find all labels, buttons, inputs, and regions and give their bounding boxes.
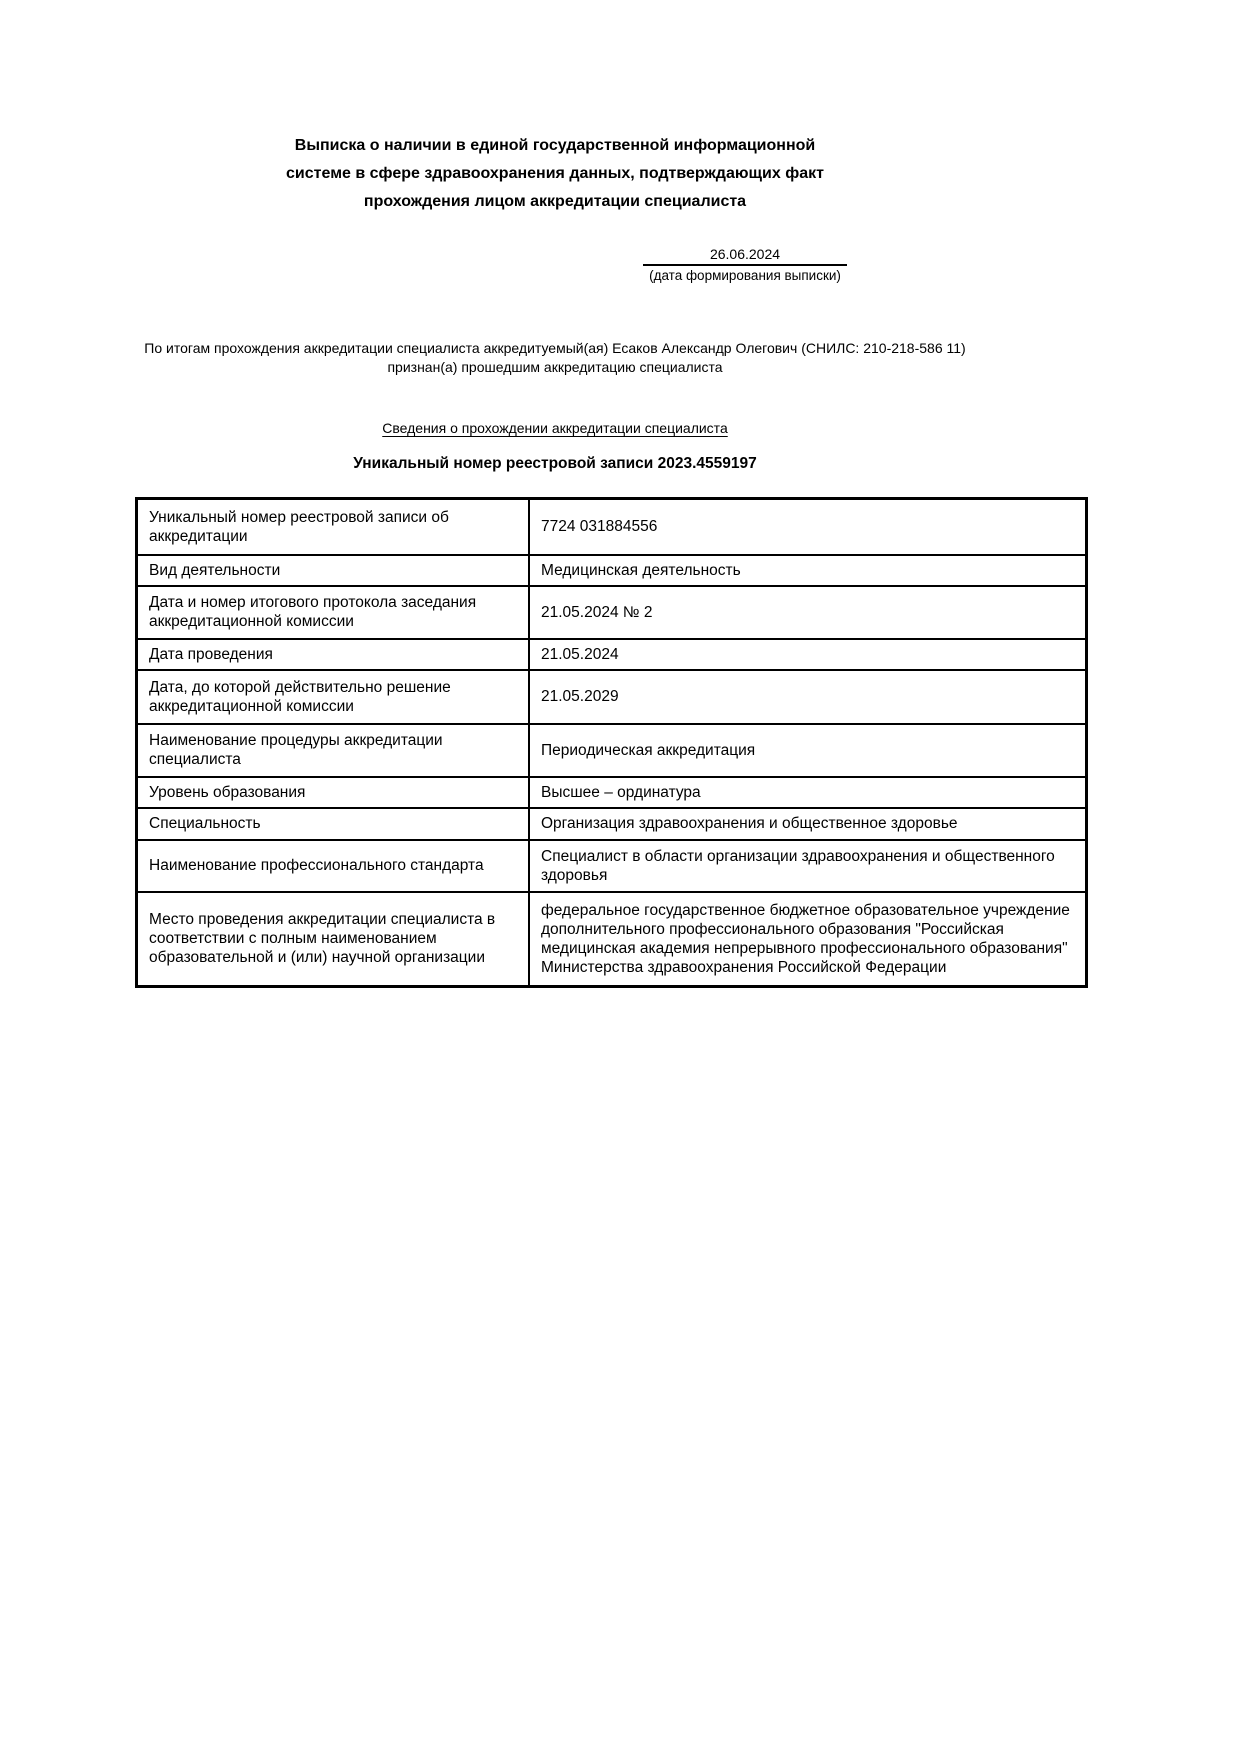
text-column: [135, 0, 975, 473]
document-title: [135, 132, 975, 216]
document-title-line: системе в сфере здравоохранения данных, подтверждающих факт: [286, 165, 824, 182]
table-row-activity-type: [137, 555, 1087, 586]
table-row-accreditation-place: [137, 892, 1087, 987]
table-row-valid-until-date: [137, 670, 1087, 724]
row-value: Организация здравоохранения и общественное здоровье: [529, 808, 1087, 840]
table-row-professional-standard: [137, 840, 1087, 892]
row-label: Дата проведения: [137, 639, 530, 670]
row-value: федеральное государственное бюджетное образовательное учреждение дополнительного профессионального образования "Российская медицинская академия непрерывного профессионального образования" Министерства здравоохранения Российской Федерации: [529, 892, 1087, 987]
extract-date: 26.06.2024: [643, 246, 847, 266]
row-label: Место проведения аккредитации специалиста в соответствии с полным наименованием образовательной и (или) научной организации: [137, 892, 530, 987]
registry-record-number-heading: Уникальный номер реестровой записи 2023.4559197: [353, 455, 757, 472]
row-value: Медицинская деятельность: [529, 555, 1087, 586]
extract-date-block: [643, 246, 847, 283]
table-row-procedure-name: [137, 724, 1087, 777]
table-row-education-level: [137, 777, 1087, 808]
row-label: Наименование процедуры аккредитации специалиста: [137, 724, 530, 777]
row-value: 7724 031884556: [529, 499, 1087, 555]
row-value: 21.05.2024: [529, 639, 1087, 670]
document-title-line: Выписка о наличии в единой государственной информационной: [294, 137, 816, 154]
row-value: 21.05.2024 № 2: [529, 586, 1087, 639]
accreditation-details-heading: Сведения о прохождении аккредитации специалиста: [382, 420, 728, 436]
intro-paragraph: [135, 339, 975, 376]
extract-date-caption: (дата формирования выписки): [649, 268, 841, 283]
intro-line-1: По итогам прохождения аккредитации специалиста аккредитуемый(ая) Есаков Александр Олегович (СНИЛС: 210-218-586 11): [144, 340, 966, 356]
row-label: Уровень образования: [137, 777, 530, 808]
document-title-line: прохождения лицом аккредитации специалиста: [363, 193, 747, 210]
table-row-registry-number: [137, 499, 1087, 555]
table-row-specialty: [137, 808, 1087, 840]
row-label: Специальность: [137, 808, 530, 840]
table-row-conduct-date: [137, 639, 1087, 670]
accreditation-details-table-body: [137, 499, 1087, 987]
accreditation-details-table: [135, 497, 1088, 988]
row-label: Дата, до которой действительно решение аккредитационной комиссии: [137, 670, 530, 724]
row-label: Наименование профессионального стандарта: [137, 840, 530, 892]
row-value: 21.05.2029: [529, 670, 1087, 724]
row-label: Дата и номер итогового протокола заседания аккредитационной комиссии: [137, 586, 530, 639]
row-value: Специалист в области организации здравоохранения и общественного здоровья: [529, 840, 1087, 892]
table-row-protocol-date-number: [137, 586, 1087, 639]
row-label: Уникальный номер реестровой записи об аккредитации: [137, 499, 530, 555]
row-label: Вид деятельности: [137, 555, 530, 586]
row-value: Высшее – ординатура: [529, 777, 1087, 808]
intro-line-2: признан(а) прошедшим аккредитацию специалиста: [387, 358, 723, 375]
row-value: Периодическая аккредитация: [529, 724, 1087, 777]
